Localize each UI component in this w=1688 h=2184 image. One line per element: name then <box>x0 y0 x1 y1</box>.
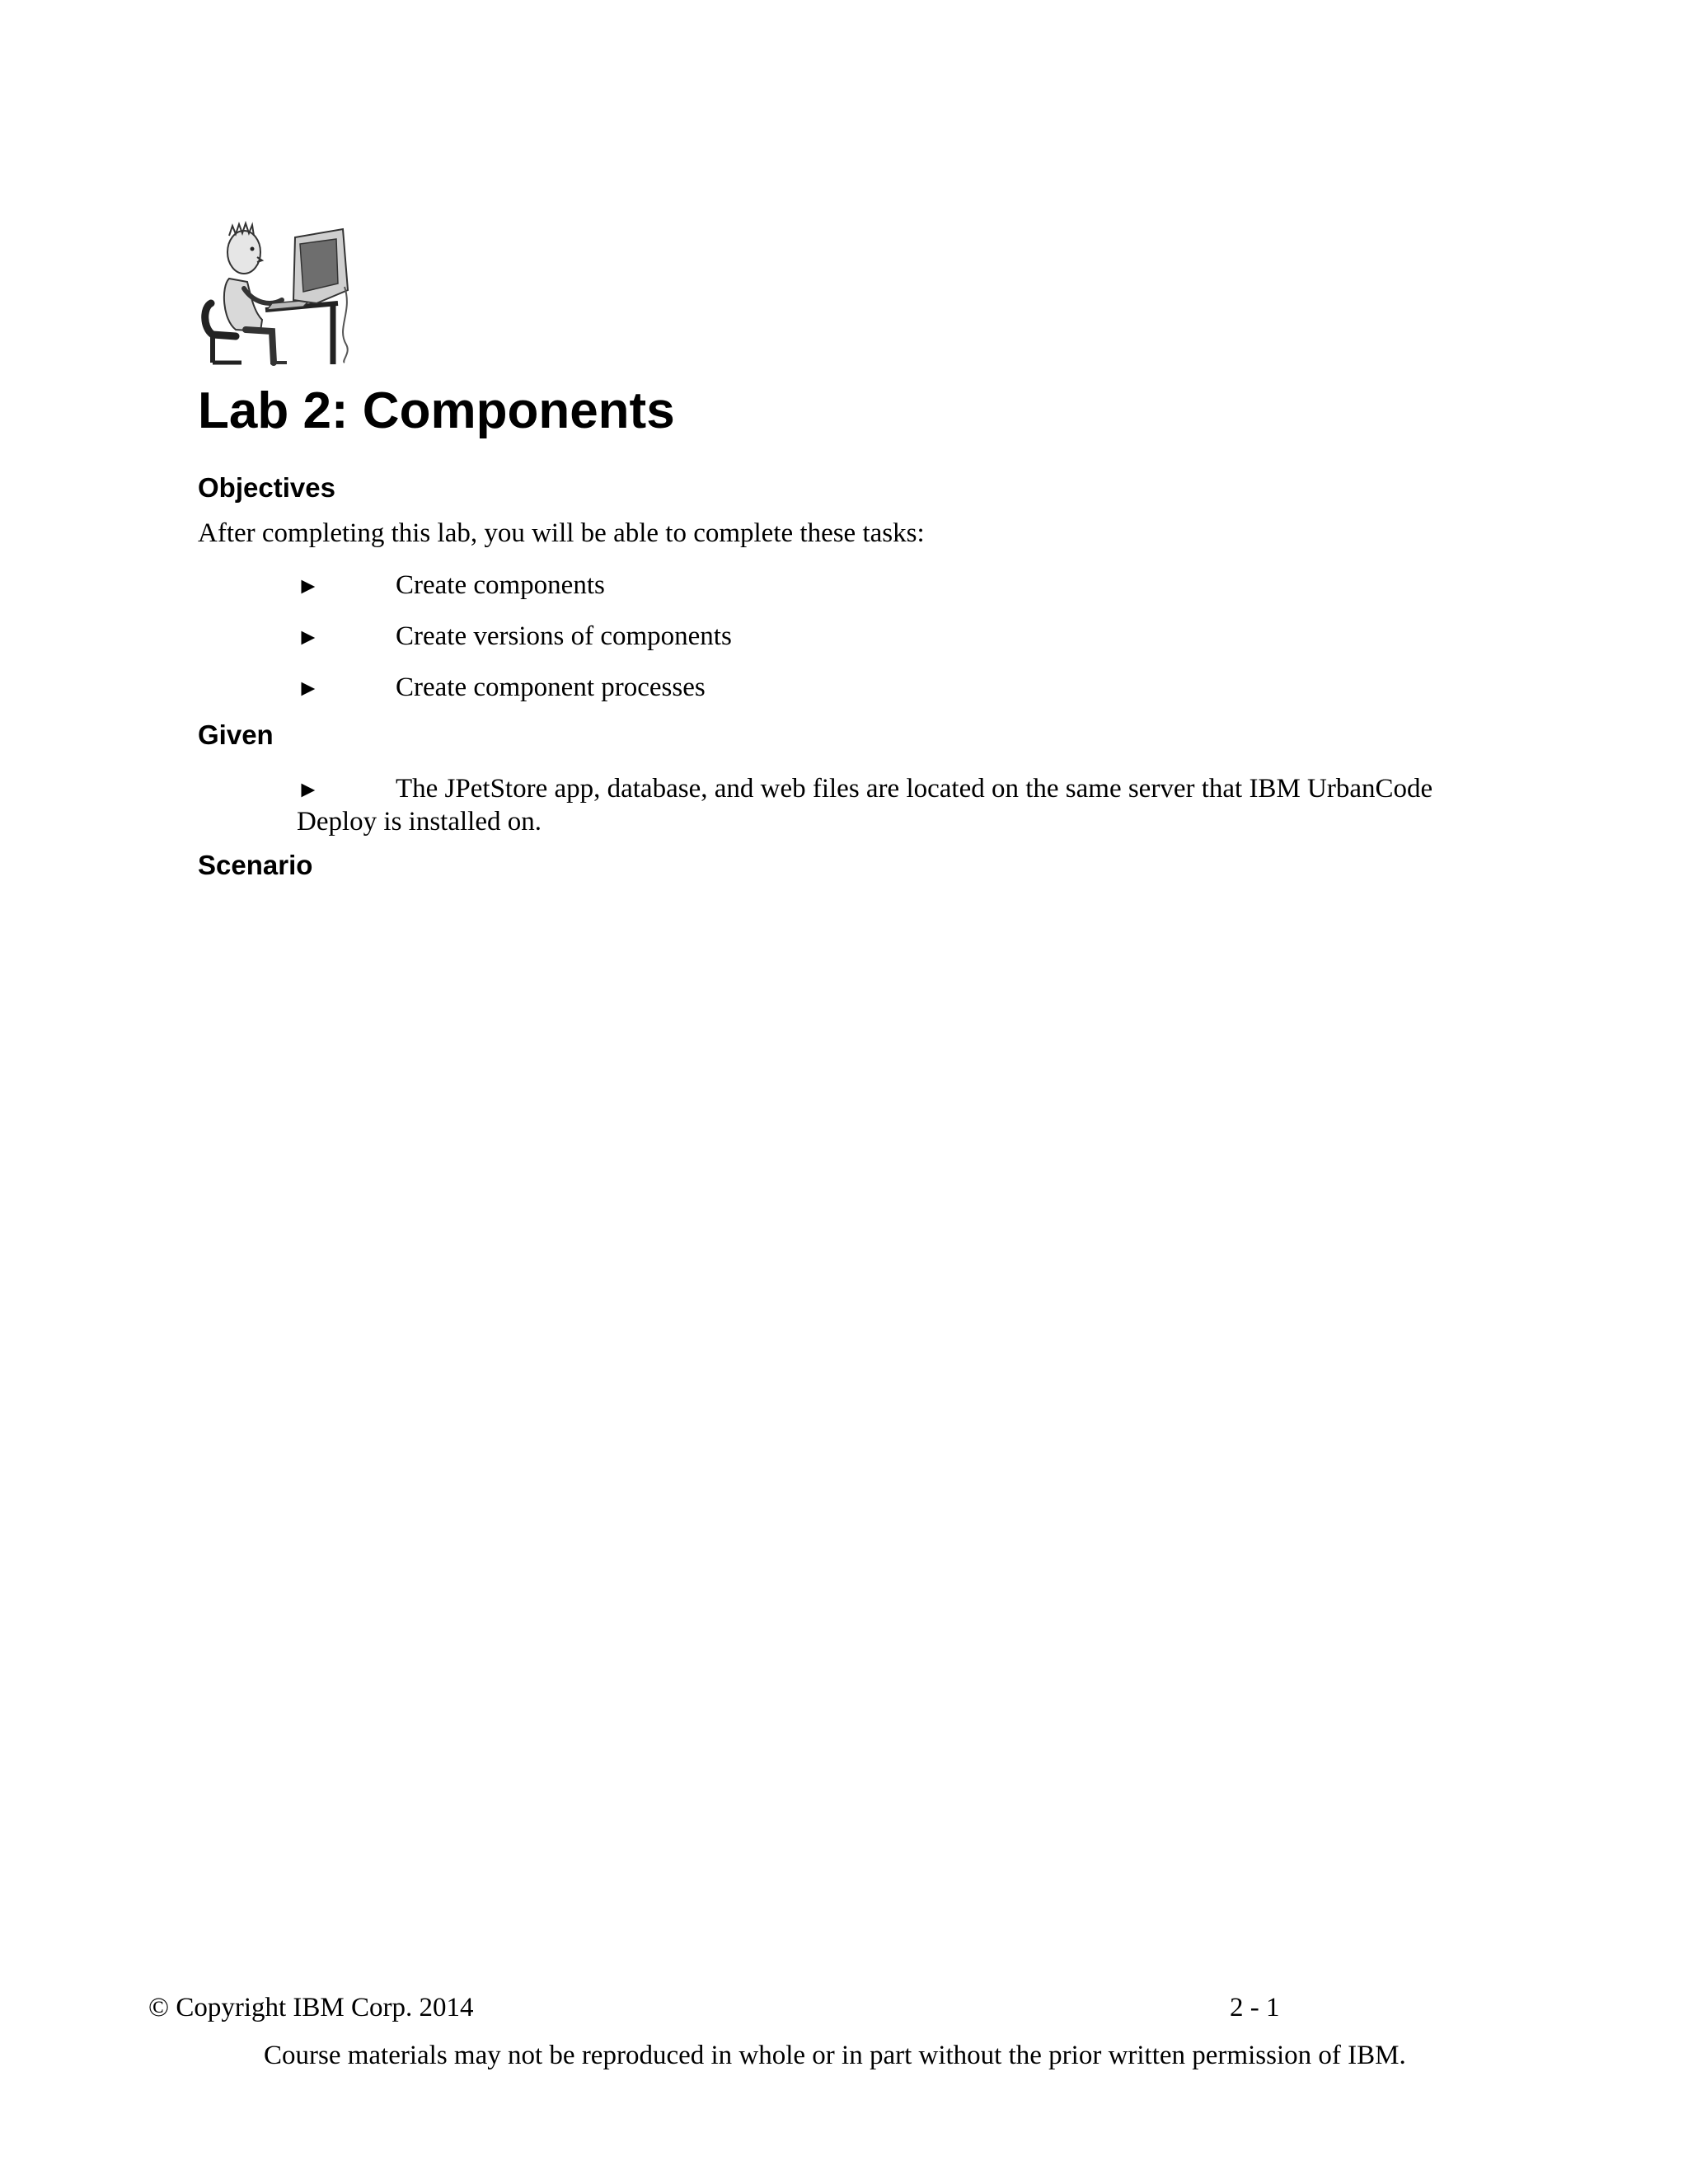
list-item <box>297 569 732 620</box>
given-heading: Given <box>198 719 274 750</box>
scenario-heading: Scenario <box>198 850 313 880</box>
person-at-computer-icon <box>196 221 353 369</box>
given-item <box>297 773 1467 838</box>
objectives-list <box>297 569 732 722</box>
page-title: Lab 2: Components <box>198 382 675 439</box>
footer-notice: Course materials may not be reproduced in whole or in part without the prior written permission of IBM. <box>264 2041 1406 2070</box>
footer-copyright: © Copyright IBM Corp. 2014 <box>148 1993 474 2022</box>
bullet-arrow-icon: ► <box>297 625 320 650</box>
bullet-arrow-icon: ► <box>297 574 320 599</box>
objective-text: Create versions of components <box>396 621 732 651</box>
list-item <box>297 671 732 722</box>
objective-text: Create components <box>396 570 605 600</box>
footer-page-number: 2 - 1 <box>1230 1993 1280 2022</box>
objective-text: Create component processes <box>396 673 706 702</box>
bullet-arrow-icon: ► <box>297 777 320 803</box>
given-text: The JPetStore app, database, and web files are located on the same server that IBM UrbanCode Deploy is installed on. <box>297 774 1433 837</box>
objectives-heading: Objectives <box>198 472 335 503</box>
objectives-intro: After completing this lab, you will be able to complete these tasks: <box>198 518 925 548</box>
list-item <box>297 620 732 671</box>
bullet-arrow-icon: ► <box>297 676 320 701</box>
